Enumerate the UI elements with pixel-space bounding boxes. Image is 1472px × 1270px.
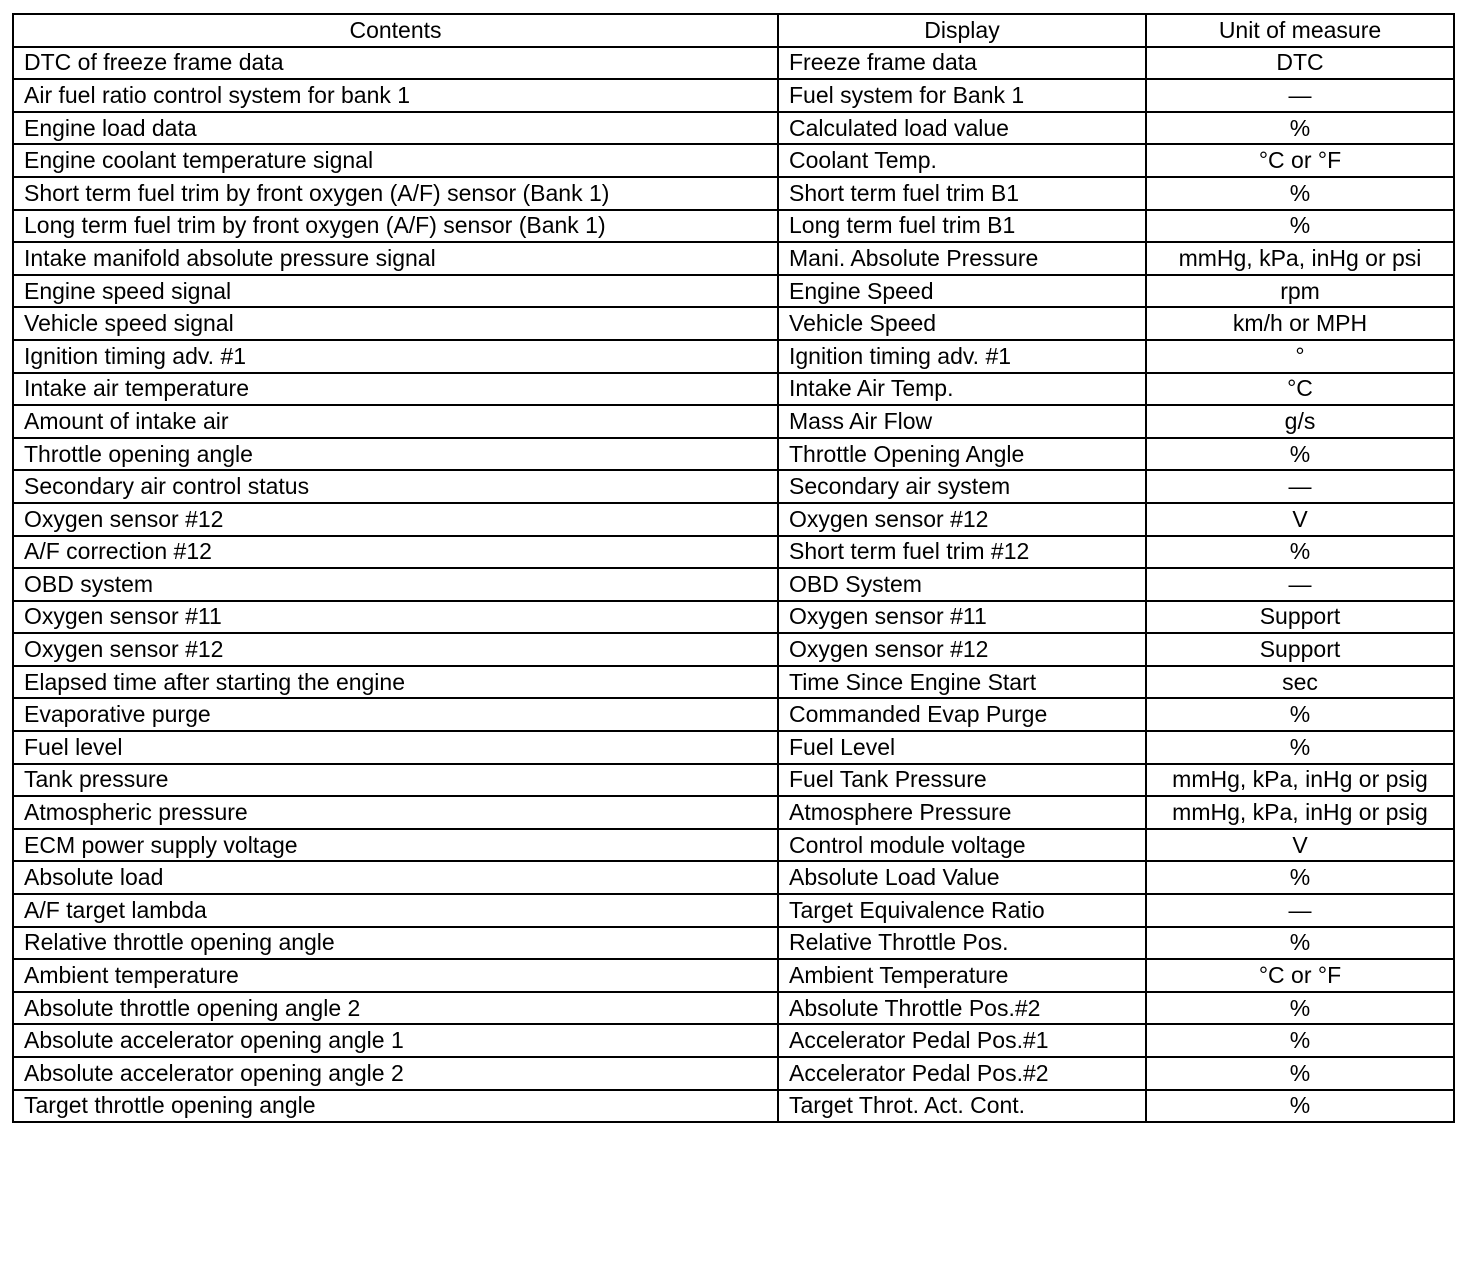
cell-contents: A/F correction #12 [13,536,778,569]
table-row [13,144,1454,177]
cell-unit: mmHg, kPa, inHg or psi [1146,242,1454,275]
column-header-unit: Unit of measure [1146,14,1454,47]
cell-contents: Short term fuel trim by front oxygen (A/F) sensor (Bank 1) [13,177,778,210]
cell-unit: % [1146,992,1454,1025]
cell-display: Absolute Load Value [778,861,1146,894]
table-row [13,307,1454,340]
table-row [13,340,1454,373]
cell-unit: % [1146,1024,1454,1057]
cell-display: Vehicle Speed [778,307,1146,340]
cell-unit: g/s [1146,405,1454,438]
cell-contents: DTC of freeze frame data [13,47,778,80]
cell-contents: Intake manifold absolute pressure signal [13,242,778,275]
cell-contents: Amount of intake air [13,405,778,438]
cell-display: Freeze frame data [778,47,1146,80]
cell-display: Calculated load value [778,112,1146,145]
cell-unit: % [1146,1090,1454,1123]
cell-contents: Intake air temperature [13,373,778,406]
cell-display: Fuel Level [778,731,1146,764]
cell-display: Ignition timing adv. #1 [778,340,1146,373]
cell-contents: Engine speed signal [13,275,778,308]
cell-unit: DTC [1146,47,1454,80]
cell-contents: Vehicle speed signal [13,307,778,340]
column-header-contents: Contents [13,14,778,47]
cell-unit: % [1146,861,1454,894]
cell-contents: Absolute load [13,861,778,894]
cell-display: Throttle Opening Angle [778,438,1146,471]
cell-contents: Absolute accelerator opening angle 2 [13,1057,778,1090]
table-row [13,536,1454,569]
cell-display: Target Equivalence Ratio [778,894,1146,927]
table-row [13,242,1454,275]
cell-display: Short term fuel trim #12 [778,536,1146,569]
cell-unit: °C [1146,373,1454,406]
cell-unit: V [1146,829,1454,862]
cell-unit: °C or °F [1146,959,1454,992]
cell-contents: Elapsed time after starting the engine [13,666,778,699]
cell-display: Intake Air Temp. [778,373,1146,406]
cell-display: Secondary air system [778,470,1146,503]
table-row [13,731,1454,764]
table-row [13,47,1454,80]
cell-display: Target Throt. Act. Cont. [778,1090,1146,1123]
cell-unit: rpm [1146,275,1454,308]
cell-contents: Oxygen sensor #11 [13,601,778,634]
cell-display: Atmosphere Pressure [778,796,1146,829]
cell-display: Short term fuel trim B1 [778,177,1146,210]
table-row [13,764,1454,797]
cell-unit: km/h or MPH [1146,307,1454,340]
cell-display: Long term fuel trim B1 [778,210,1146,243]
table-row [13,177,1454,210]
cell-contents: Oxygen sensor #12 [13,503,778,536]
cell-display: Coolant Temp. [778,144,1146,177]
cell-display: Mani. Absolute Pressure [778,242,1146,275]
table-row [13,829,1454,862]
table-row [13,1057,1454,1090]
cell-contents: Absolute accelerator opening angle 1 [13,1024,778,1057]
table-row [13,861,1454,894]
cell-display: Accelerator Pedal Pos.#1 [778,1024,1146,1057]
cell-unit: % [1146,112,1454,145]
cell-display: Ambient Temperature [778,959,1146,992]
cell-unit: % [1146,1057,1454,1090]
cell-display: Mass Air Flow [778,405,1146,438]
cell-contents: Oxygen sensor #12 [13,633,778,666]
cell-contents: Engine load data [13,112,778,145]
table-row [13,79,1454,112]
table-row [13,894,1454,927]
cell-contents: Ignition timing adv. #1 [13,340,778,373]
cell-contents: Fuel level [13,731,778,764]
cell-contents: Atmospheric pressure [13,796,778,829]
table-body [13,47,1454,1123]
cell-display: Oxygen sensor #12 [778,503,1146,536]
table-row [13,698,1454,731]
cell-display: Time Since Engine Start [778,666,1146,699]
cell-display: Commanded Evap Purge [778,698,1146,731]
cell-contents: Relative throttle opening angle [13,927,778,960]
cell-display: Fuel system for Bank 1 [778,79,1146,112]
cell-contents: Ambient temperature [13,959,778,992]
cell-contents: ECM power supply voltage [13,829,778,862]
table-row [13,275,1454,308]
table-row [13,927,1454,960]
cell-contents: A/F target lambda [13,894,778,927]
cell-display: Oxygen sensor #12 [778,633,1146,666]
cell-unit: — [1146,894,1454,927]
cell-display: Relative Throttle Pos. [778,927,1146,960]
table-row [13,1024,1454,1057]
cell-display: Oxygen sensor #11 [778,601,1146,634]
cell-unit: sec [1146,666,1454,699]
table-row [13,373,1454,406]
cell-unit: % [1146,731,1454,764]
column-header-display: Display [778,14,1146,47]
cell-unit: mmHg, kPa, inHg or psig [1146,796,1454,829]
cell-contents: Long term fuel trim by front oxygen (A/F) sensor (Bank 1) [13,210,778,243]
header-row [13,14,1454,47]
table-row [13,112,1454,145]
cell-contents: Evaporative purge [13,698,778,731]
cell-display: Fuel Tank Pressure [778,764,1146,797]
cell-contents: Tank pressure [13,764,778,797]
table-row [13,568,1454,601]
cell-unit: % [1146,927,1454,960]
freeze-frame-data-table [12,13,1455,1123]
cell-contents: OBD system [13,568,778,601]
cell-contents: Secondary air control status [13,470,778,503]
cell-unit: % [1146,177,1454,210]
cell-unit: — [1146,79,1454,112]
cell-unit: Support [1146,633,1454,666]
cell-unit: % [1146,210,1454,243]
cell-contents: Throttle opening angle [13,438,778,471]
table-row [13,1090,1454,1123]
table-row [13,438,1454,471]
cell-unit: ° [1146,340,1454,373]
table-row [13,470,1454,503]
table-row [13,796,1454,829]
cell-contents: Air fuel ratio control system for bank 1 [13,79,778,112]
cell-contents: Engine coolant temperature signal [13,144,778,177]
cell-display: OBD System [778,568,1146,601]
table-row [13,959,1454,992]
cell-unit: % [1146,536,1454,569]
table-row [13,601,1454,634]
table-row [13,992,1454,1025]
table-row [13,503,1454,536]
cell-display: Accelerator Pedal Pos.#2 [778,1057,1146,1090]
cell-unit: — [1146,568,1454,601]
cell-display: Engine Speed [778,275,1146,308]
cell-unit: V [1146,503,1454,536]
table-row [13,210,1454,243]
cell-unit: — [1146,470,1454,503]
cell-unit: % [1146,698,1454,731]
table-row [13,405,1454,438]
cell-unit: °C or °F [1146,144,1454,177]
cell-contents: Absolute throttle opening angle 2 [13,992,778,1025]
table-row [13,666,1454,699]
table-row [13,633,1454,666]
cell-contents: Target throttle opening angle [13,1090,778,1123]
cell-display: Control module voltage [778,829,1146,862]
cell-unit: mmHg, kPa, inHg or psig [1146,764,1454,797]
cell-display: Absolute Throttle Pos.#2 [778,992,1146,1025]
table-header [13,14,1454,47]
cell-unit: Support [1146,601,1454,634]
cell-unit: % [1146,438,1454,471]
